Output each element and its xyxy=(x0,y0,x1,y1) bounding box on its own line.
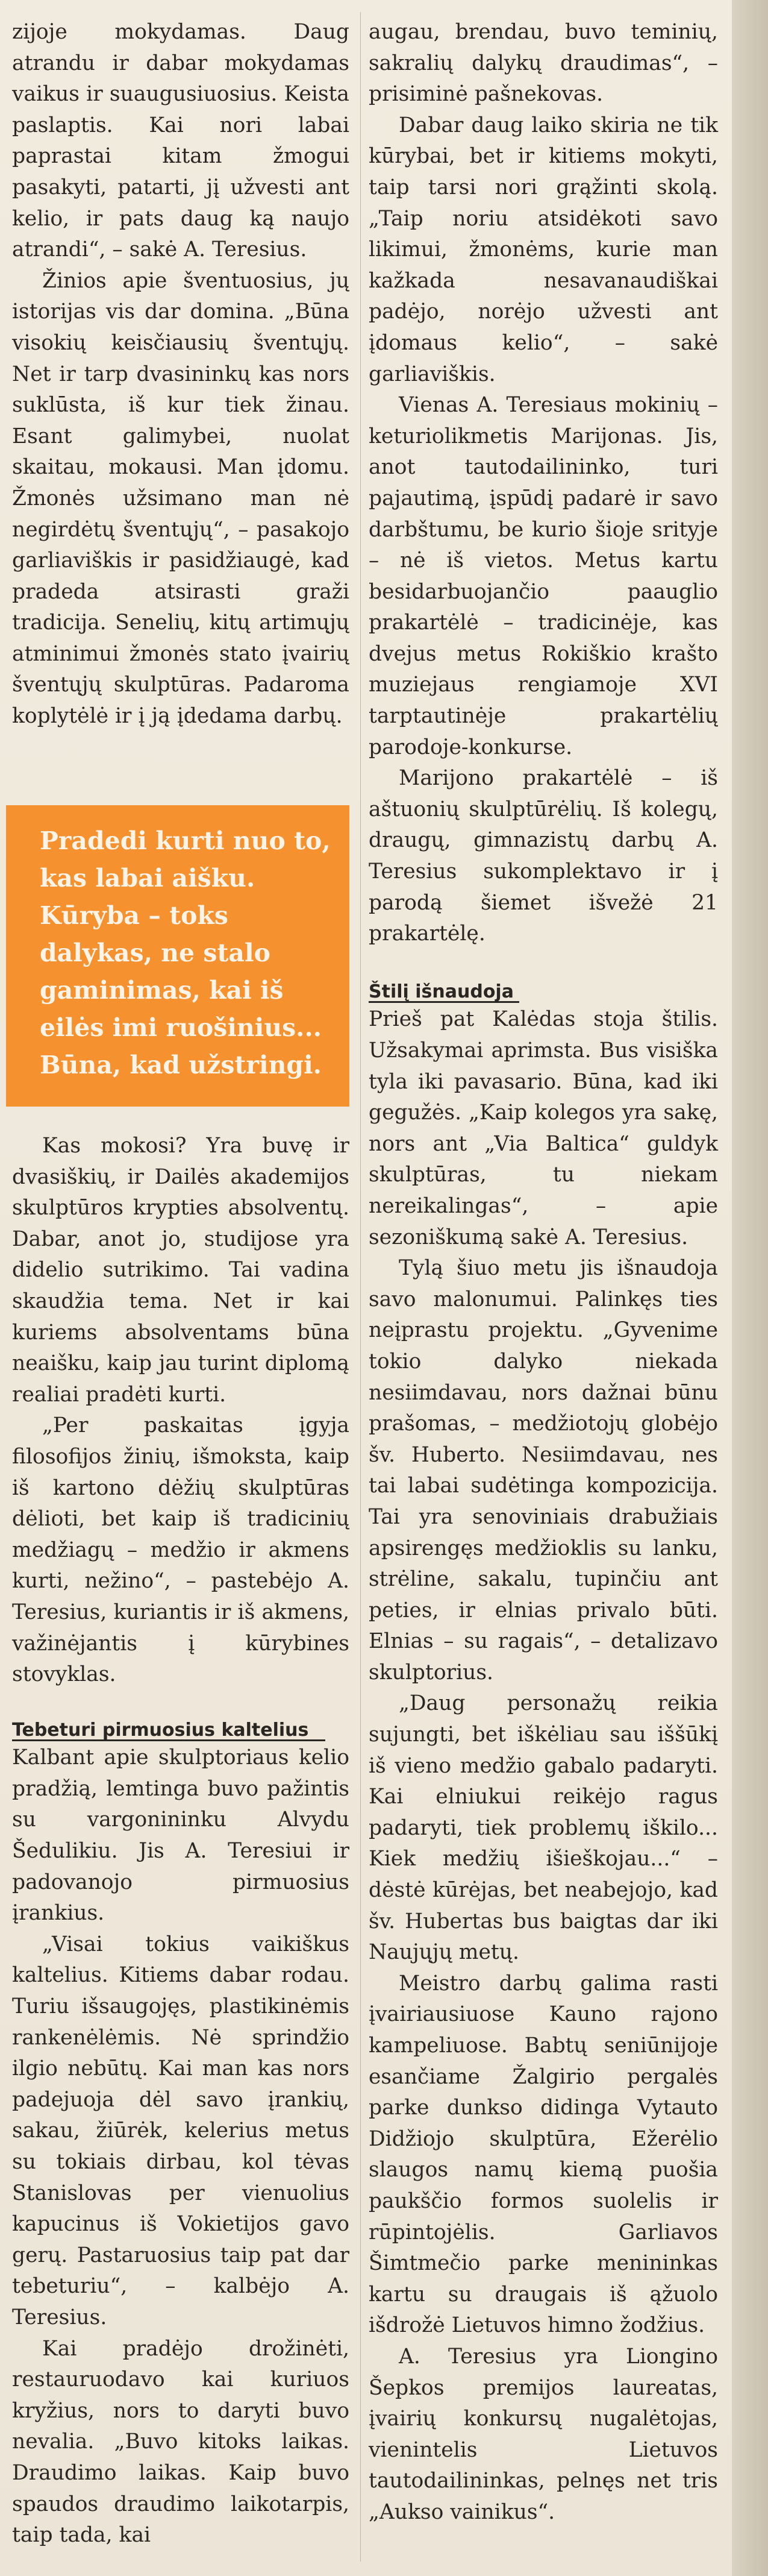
right-paragraph-8: Meistro darbų galima rasti įvairiausiuose Kauno rajono kampeliuose. Babtų seniūnijoje esančiame Žalgirio pergalės parke dunkso didinga Vytauto Didžiojo skulptūra, Ežerėlio slaugos namų kiemą puošia paukščio formos suolelis ir rūpintojėlis. Garliavos Šimtmečio parke menininkas kartu su draugais iš ąžuolo išdrožė Lietuvos himno žodžius. xyxy=(369,1971,718,2338)
right-paragraph-4: Marijono prakartėlė – iš aštuonių skulptūrėlių. Iš kolegų, draugų, gimnazistų darbų A. Teresius sukomplektavo ir į parodą šiemet išvežė 21 prakartėlę. xyxy=(369,766,718,946)
spacer xyxy=(369,950,718,976)
right-paragraph-9: A. Teresius yra Liongino Šepkos premijos laureatas, įvairių konkursų nugalėtojas, vienintelis Lietuvos tautodailininkas, pelnęs net tris „Aukso vainikus“. xyxy=(369,2344,718,2524)
right-paragraph-7: „Daug personažų reikia sujungti, bet iškėliau sau iššūkį iš vieno medžio gabalo padaryti. Kai elniukui reikėjo ragus padaryti, tiek problemų iškilo... Kiek medžių išieškojau...“ – dėstė kūrėjas, bet neabejojo, kad šv. Hubertas bus baigtas dar iki Naujųjų metų. xyxy=(369,1691,718,1965)
left-column-bottom xyxy=(12,1131,349,2565)
section-subhead-left: Tebeturi pirmuosius kaltelius xyxy=(12,1719,309,1741)
right-column xyxy=(369,17,718,2528)
column-divider xyxy=(360,12,361,2562)
right-paragraph-3: Vienas A. Teresiaus mokinių – keturiolikmetis Marijonas. Jis, anot tautodailininko, turi pajautimą, įspūdį padarė ir savo darbštumu, be kurio šioje srityje – nė iš vietos. Metus kartu besidarbuojančio paauglio prakartėlė – tradicinėje, kas dvejus metus Rokiškio krašto muziejaus rengiamoje XVI tarptautinėje prakartėlių parodoje-konkurse. xyxy=(369,393,718,759)
left-paragraph-3: Kas mokosi? Yra buvę ir dvasiškių, ir Dailės akademijos skulptūros krypties absolventų. Dabar, anot jo, studijose yra didelio sutrikimo. Tai vadina skaudžia tema. Net ir kai kuriems absolventams būna neaišku, kaip jau turint diplomą realiai pradėti kurti. xyxy=(12,1134,349,1407)
left-paragraph-4: „Per paskaitas įgyja filosofijos žinių, išmoksta, kaip iš kartono dėžių skulptūras dėlioti, bet kaip iš tradicinių medžiagų – medžio ir akmens kurti, nežino“, – pastebėjo A. Teresius, kuriantis ir iš akmens, važinėjantis į kūrybines stovyklas. xyxy=(12,1413,349,1687)
left-paragraph-6: „Visai tokius vaikiškus kaltelius. Kitiems dabar rodau. Turiu išsaugojęs, plastikinėmis rankenėlėmis. Nė sprindžio ilgio nebūtų. Kai man kas nors padejuoja dėl savo įrankių, sakau, žiūrėk, kelerius metus su tokiais dirbau, kol tėvas Stanislovas per vienuolius kapucinus iš Vokietijos gavo gerų. Pastaruosius taip pat dar tebeturiu“, – kalbėjo A. Teresius. xyxy=(12,1932,349,2329)
left-column-top xyxy=(12,17,349,794)
right-paragraph-5: Prieš pat Kalėdas stoja štilis. Užsakymai aprimsta. Bus visiška tyla iki pavasario. Būna, kad iki gegužės. „Kaip kolegos yra sakę, nors ant „Via Baltica“ guldyk skulptūras, tu niekam nereikalingas“, – apie sezoniškumą sakė A. Teresius. xyxy=(369,1007,718,1249)
right-paragraph-6: Tylą šiuo metu jis išnaudoja savo malonumui. Palinkęs ties neįprastu projektu. „Gyvenime tokio dalyko niekada nesiimdavau, nors dažnai būnu prašomas, – medžiotojų globėjo šv. Huberto. Nesiimdavau, nes tai labai sudėtinga kompozicija. Tai yra senoviniais drabužiais apsirengęs medžioklis su lanku, strėline, sakalu, tupinčiu ant peties, ir elnias privalo būti. Elnias – su ragais“, – detalizavo skulptorius. xyxy=(369,1256,718,1685)
adjacent-page-edge xyxy=(732,0,768,2576)
right-paragraph-2: Dabar daug laiko skiria ne tik kūrybai, bet ir kitiems mokyti, taip tarsi nori grąžinti skolą. „Taip noriu atsidėkoti savo likimui, žmonėms, kurie man kažkada nesavanaudiškai padėjo, norėjo užvesti ant įdomaus kelio“, – sakė garliaviškis. xyxy=(369,113,718,386)
pull-quote-text: Pradedi kurti nuo to, kas labai aišku. Kūryba – toks dalykas, ne stalo gaminimas, kai iš eilės imi ruošinius... Būna, kad užstringi. xyxy=(40,826,331,1079)
section-subhead-right: Štilį išnaudoja xyxy=(369,981,514,1002)
left-paragraph-7: Kai pradėjo drožinėti, restauruodavo kai kuriuos kryžius, nors to daryti buvo nevalia. „Buvo kitoks laikas. Draudimo laikas. Kaip buvo spaudos draudimo laikotarpis, taip tada, kai xyxy=(12,2336,349,2548)
left-paragraph-1: zijoje mokydamas. Daug atrandu ir dabar mokydamas vaikus ir suaugusiuosius. Keista paslaptis. Kai nori labai paprastai kitam žmogui pasakyti, patarti, jį užvesti ant kelio, ir pats daug ką naujo atrandi“, – sakė A. Teresius. xyxy=(12,20,349,262)
pull-quote-box xyxy=(6,805,349,1107)
right-paragraph-1: augau, brendau, buvo teminių, sakralių dalykų draudimas“, – prisiminė pašnekovas. xyxy=(369,20,718,107)
spacer xyxy=(12,1691,349,1715)
left-paragraph-2: Žinios apie šventuosius, jų istorijas vis dar domina. „Būna visokių keisčiausių šventųjų. Net ir tarp dvasininkų kas nors suklūsta, iš kur tiek žinau. Esant galimybei, nuolat skaitau, mokausi. Man įdomu. Žmonės užsimano man nė negirdėtų šventųjų“, – pasakojo garliaviškis ir pasidžiaugė, kad pradeda atsirasti graži tradicija. Senelių, kitų artimųjų atminimui žmonės stato įvairių šventųjų skulptūras. Padaroma koplytėlė ir į ją įdedama darbų. xyxy=(12,268,349,729)
left-paragraph-5: Kalbant apie skulptoriaus kelio pradžią, lemtinga buvo pažintis su vargonininku Alvydu Šedulikiu. Jis A. Teresiui ir padovanojo pirmuosius įrankius. xyxy=(12,1745,349,1926)
